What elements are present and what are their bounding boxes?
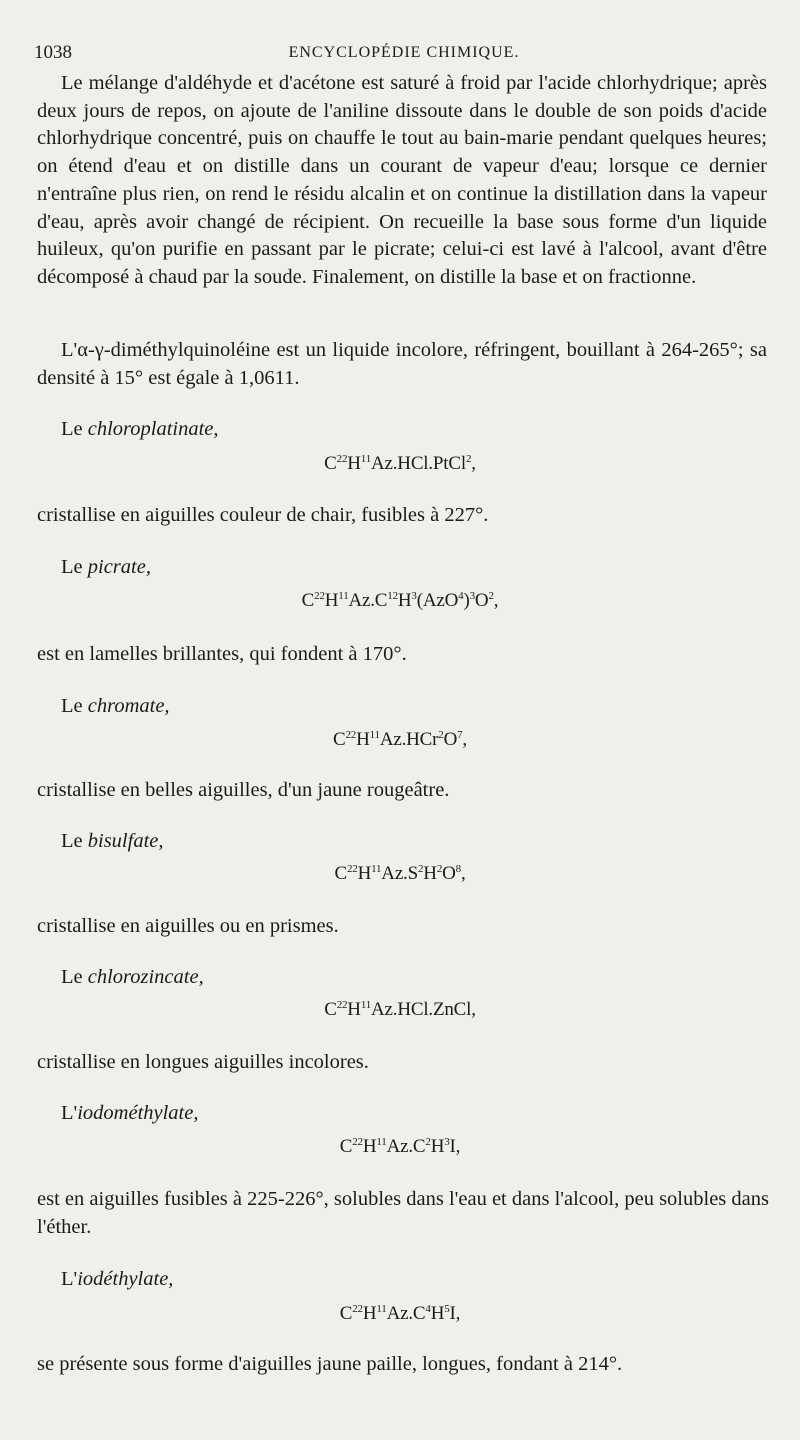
salt-article: Le: [61, 418, 88, 440]
salt-article: Le: [61, 556, 88, 578]
salt-article: Le: [61, 966, 88, 988]
salt-label-iodethylate: [61, 1268, 173, 1291]
salt-name: bisulfate,: [87, 830, 164, 852]
salt-description: est en aiguilles fusibles à 225-226°, solubles dans l'eau et dans l'alcool, peu solubles dans l'éther.: [37, 1188, 769, 1238]
salt-name: iodéthylate,: [77, 1268, 174, 1290]
salt-formula: $C^{22}H^{11}Az.S^2H^2O^8$,: [334, 863, 466, 884]
salt-article: Le: [61, 830, 88, 852]
salt-label-chromate: [61, 695, 170, 718]
page-number: 1038: [34, 42, 72, 63]
salt-description: cristallise en aiguilles couleur de chair, fusibles à 227°.: [37, 504, 489, 526]
running-title: ENCYCLOPÉDIE CHIMIQUE.: [288, 44, 520, 61]
salt-name: chromate,: [87, 695, 170, 717]
page-header: [34, 42, 774, 66]
salt-description: est en lamelles brillantes, qui fondent à 170°.: [37, 643, 407, 665]
salt-article: L': [61, 1268, 78, 1290]
intro-paragraph-1: Le mélange d'aldéhyde et d'acétone est saturé à froid par l'acide chlorhydrique; après deux jours de repos, on ajoute de l'aniline dissoute dans le double de son poids d'acide chlorhydrique concentré, puis on chauffe le tout au bain-marie pendant quelques heures; on étend d'eau et on distille dans un courant de vapeur d'eau; lorsque ce dernier n'entraîne plus rien, on rend le résidu alcalin et on continue la distillation dans la vapeur d'eau, après avoir changé de récipient. On recueille la base sous forme d'un liquide huileux, qu'on purifie en passant par le picrate; celui-ci est lavé à l'alcool, avant d'être décomposé à chaud par la soude. Finalement, on distille la base et on fractionne.: [37, 72, 767, 288]
salt-article: L': [61, 1102, 78, 1124]
salt-formula: $C^{22}H^{11}Az.HCr^2O^7$,: [333, 729, 467, 750]
salt-formula: $C^{22}H^{11}Az.C^{12}H^3(AzO^4)^3O^2$,: [301, 590, 499, 611]
salt-name: chloroplatinate,: [87, 418, 219, 440]
salt-formula: $C^{22}H^{11}Az.HCl.PtCl^2$,: [324, 453, 476, 474]
salt-description: cristallise en aiguilles ou en prismes.: [37, 915, 339, 937]
salt-label-bisulfate: [61, 830, 163, 853]
salt-label-chloroplatinate: [61, 418, 219, 441]
salt-name: picrate,: [87, 556, 151, 578]
salt-name: iodométhylate,: [77, 1102, 199, 1124]
salt-article: Le: [61, 695, 88, 717]
salt-name: chlorozincate,: [87, 966, 204, 988]
salt-description: cristallise en longues aiguilles incolores.: [37, 1051, 369, 1073]
intro-paragraph-2: L'α-γ-diméthylquinoléine est un liquide incolore, réfringent, bouillant à 264-265°; sa densité à 15° est égale à 1,0611.: [37, 339, 767, 389]
salt-label-picrate: [61, 556, 151, 579]
salt-formula: $C^{22}H^{11}Az.C^2H^3I$,: [339, 1136, 461, 1157]
salt-description: se présente sous forme d'aiguilles jaune paille, longues, fondant à 214°.: [37, 1353, 623, 1375]
salt-formula: $C^{22}H^{11}Az.HCl.ZnCl$,: [324, 999, 476, 1020]
salt-label-chlorozincate: [61, 966, 204, 989]
salt-description: cristallise en belles aiguilles, d'un jaune rougeâtre.: [37, 779, 450, 801]
salt-formula: $C^{22}H^{11}Az.C^4H^5I$,: [339, 1303, 461, 1324]
salt-label-iodomethylate: [61, 1102, 198, 1125]
